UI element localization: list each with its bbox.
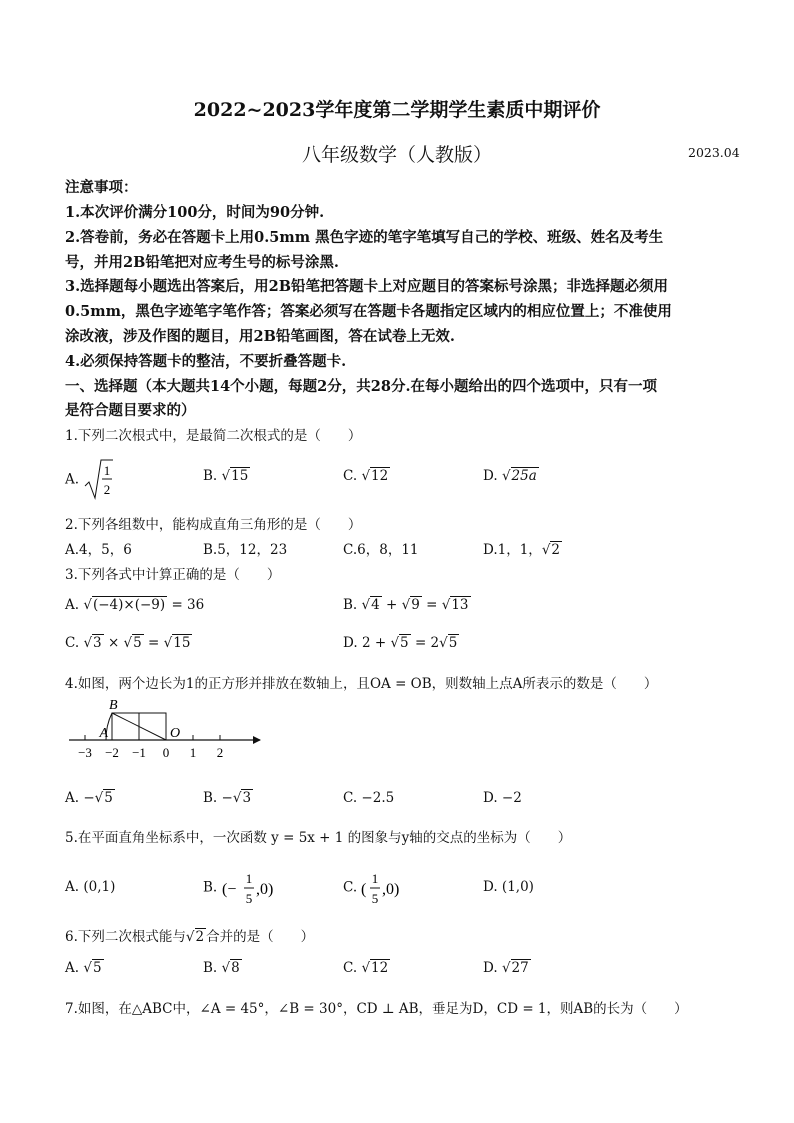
q4-number-line-figure [65, 697, 270, 767]
label-b: B [109, 698, 118, 713]
q3-a-sqrt: √(−4)×(−9) [83, 597, 166, 613]
q6-a-sqrt: √5 [83, 960, 102, 976]
q6-stem-text: 6.下列二次根式能与 [65, 929, 186, 945]
q3-b-eq: = [426, 597, 438, 613]
q5-option-c [343, 866, 427, 910]
q5-b-num: 1 [245, 871, 252, 886]
q7-stem: 7.如图，在△ABC中，∠A = 45°，∠B = 30°，CD ⊥ AB，垂足为D，CD = 1，则AB的长为（ ） [65, 1001, 688, 1017]
number-line-arrow [253, 736, 261, 744]
q3-b-sqrt3: √13 [441, 597, 469, 613]
q2-d-text: D.1，1， [483, 542, 542, 558]
q2-option-d [483, 538, 562, 558]
q5-b-den: 5 [245, 891, 252, 906]
tick-label-neg3: −3 [78, 745, 92, 760]
q3-a-label: A. [65, 597, 80, 613]
q3-c-eq: = [148, 635, 160, 651]
q3-c-r1: 3 [93, 635, 102, 651]
q6-stem-radicand: 2 [195, 929, 205, 945]
q1-option-b [203, 468, 250, 484]
q2-option-b: B.5，12，23 [203, 542, 288, 558]
q2-d-radicand: 2 [551, 542, 561, 558]
q6-d-sqrt: √27 [501, 960, 529, 976]
q1-d-radicand: 25a [511, 468, 537, 484]
q3-option-a [65, 597, 204, 613]
q3-c-sqrt2: √5 [123, 635, 142, 651]
q4-a-sqrt: √5 [94, 790, 113, 806]
q3-stem: 3.下列各式中计算正确的是（ ） [65, 567, 281, 583]
notice-item-3c: 涂改液，涉及作图的题目，用2B铅笔画图，答在试卷上无效. [65, 328, 455, 345]
notice-item-2a: 2.答卷前，务必在答题卡上用0.5mm 黑色字迹的笔字笔填写自己的学校、班级、姓名及考生 [65, 229, 664, 246]
q1-c-sqrt: √12 [361, 468, 389, 484]
q1-b-radicand: 15 [231, 468, 249, 484]
q5-stem: 5.在平面直角坐标系中，一次函数 y = 5x + 1 的图象与y轴的交点的坐标为（ ） [65, 830, 572, 846]
q6-a-label: A. [65, 960, 80, 976]
q6-c-label: C. [343, 960, 358, 976]
q3-option-d [343, 635, 459, 651]
q3-b-plus: + [386, 597, 398, 613]
q3-d-label: D. [343, 635, 358, 651]
q6-stem [65, 925, 314, 945]
q6-d-radicand: 27 [511, 960, 529, 976]
q3-a-radicand: (−4)×(−9) [92, 597, 166, 613]
q2-option-c: C.6，8，11 [343, 542, 419, 558]
notice-item-1: 1.本次评价满分100分，时间为90分钟. [65, 204, 325, 221]
q5-c-num: 1 [372, 871, 379, 886]
q4-a-label: A. − [65, 790, 95, 806]
q6-option-a [65, 960, 104, 976]
q5-option-a: A. (0,1) [65, 879, 116, 895]
q4-b-radicand: 3 [242, 790, 252, 806]
q6-option-b [203, 960, 242, 976]
q1-option-d [483, 468, 539, 484]
square-2 [139, 713, 166, 740]
q5-c-post: ,0) [382, 881, 400, 898]
q5-c-pre: ( [361, 881, 367, 898]
tick-label-2: 2 [216, 745, 224, 760]
q3-d-eq: = 2 [414, 635, 440, 651]
q6-d-label: D. [483, 960, 498, 976]
q5-c-den: 5 [372, 891, 379, 906]
q4-b-sqrt: √3 [232, 790, 252, 806]
q3-c-sqrt3: √15 [163, 635, 191, 651]
q6-c-sqrt: √12 [361, 960, 389, 976]
q3-option-b [343, 597, 471, 613]
q3-c-r2: 5 [133, 635, 142, 651]
q2-option-a: A.4，5，6 [65, 542, 132, 558]
q1-d-sqrt: √25a [501, 468, 537, 484]
notice-item-3b: 0.5mm，黑色字迹笔字笔作答；答案必须写在答题卡各题指定区域内的相应位置上；不准使用 [65, 303, 672, 320]
section-heading-line1: 一、选择题（本大题共14个小题，每题2分，共28分.在每小题给出的四个选项中，只有一项 [65, 378, 657, 395]
label-o: O [170, 726, 181, 741]
q3-b-sqrt2: √9 [401, 597, 420, 613]
q1-d-label: D. [483, 468, 498, 484]
q5-b-post: ,0) [255, 881, 273, 898]
q4-b-label: B. − [203, 790, 233, 806]
notice-item-4: 4.必须保持答题卡的整洁，不要折叠答题卡. [65, 353, 347, 370]
section-heading-line2: 是符合题目要求的） [65, 402, 196, 419]
q3-c-label: C. [65, 635, 80, 651]
tick-label-0: 0 [162, 745, 170, 760]
tick-label-neg1: −1 [132, 745, 146, 760]
q6-c-radicand: 12 [371, 960, 389, 976]
q4-a-radicand: 5 [104, 790, 113, 806]
q1-b-label: B. [203, 468, 218, 484]
q6-option-c [343, 960, 390, 976]
q4-option-a [65, 790, 115, 806]
q5-c-label: C. [343, 879, 358, 896]
q2-d-sqrt: √2 [541, 542, 561, 558]
q6-a-radicand: 5 [92, 960, 102, 976]
q1-b-sqrt: √15 [221, 468, 249, 484]
q1-stem: 1.下列二次根式中，是最简二次根式的是（ ） [65, 428, 362, 444]
q3-c-times: × [107, 635, 120, 651]
exam-title: 2022~2023学年度第二学期学生素质中期评价 [193, 99, 601, 121]
q5-b-label: B. [203, 879, 218, 896]
q1-option-c [343, 468, 390, 484]
q5-b-expr [222, 866, 292, 910]
square-1 [112, 713, 139, 740]
q4-stem: 4.如图，两个边长为1的正方形并排放在数轴上，且OA = OB，则数轴上点A所表示的数是（ ） [65, 676, 658, 692]
q5-b-pre: (− [221, 881, 236, 898]
q3-d-pre: 2 + [361, 635, 387, 651]
q5-option-d: D. (1,0) [483, 879, 534, 895]
q6-option-d [483, 960, 531, 976]
tick-label-neg2: −2 [105, 745, 119, 760]
q3-b-r3: 13 [451, 597, 469, 613]
q3-d-sqrt2: √5 [439, 635, 458, 651]
q1-a-sqrt-fraction [83, 458, 113, 502]
q3-b-r1: 4 [371, 597, 380, 613]
q6-stem-tail: 合并的是（ ） [206, 929, 315, 945]
q6-b-radicand: 8 [231, 960, 240, 976]
q2-stem: 2.下列各组数中，能构成直角三角形的是（ ） [65, 517, 362, 533]
q3-c-sqrt1: √3 [83, 635, 102, 651]
q1-c-label: C. [343, 468, 358, 484]
q1-a-label: A. [65, 471, 80, 488]
q3-b-r2: 9 [411, 597, 420, 613]
q4-option-c: C. −2.5 [343, 790, 395, 806]
exam-date: 2023.04 [688, 145, 740, 160]
q4-option-d: D. −2 [483, 790, 522, 806]
q1-option-a [65, 458, 113, 502]
q5-c-expr [361, 866, 427, 910]
q3-d-r1: 5 [400, 635, 409, 651]
notice-item-3a: 3.选择题每小题选出答案后，用2B铅笔把答题卡上对应题目的答案标号涂黑；非选择题必须用 [65, 278, 668, 295]
q5-option-b [203, 866, 292, 910]
q3-b-label: B. [343, 597, 358, 613]
q3-d-sqrt1: √5 [390, 635, 409, 651]
notice-heading: 注意事项： [65, 179, 138, 196]
notice-item-2b: 号，并用2B铅笔把对应考生号的标号涂黑. [65, 254, 339, 271]
q6-stem-sqrt: √2 [185, 929, 205, 945]
q1-c-radicand: 12 [371, 468, 389, 484]
tick-label-1: 1 [189, 745, 197, 760]
q1-a-den: 2 [104, 482, 111, 497]
q3-a-tail: = 36 [171, 597, 205, 613]
exam-subtitle: 八年级数学（人教版） [301, 144, 492, 166]
q3-option-c [65, 635, 192, 651]
q3-d-r2: 5 [448, 635, 458, 651]
q3-c-r3: 15 [173, 635, 191, 651]
q6-b-label: B. [203, 960, 218, 976]
q3-b-sqrt1: √4 [361, 597, 380, 613]
q1-a-num: 1 [104, 463, 111, 478]
q4-option-b [203, 790, 253, 806]
label-a: A [99, 726, 108, 741]
q6-b-sqrt: √8 [221, 960, 240, 976]
